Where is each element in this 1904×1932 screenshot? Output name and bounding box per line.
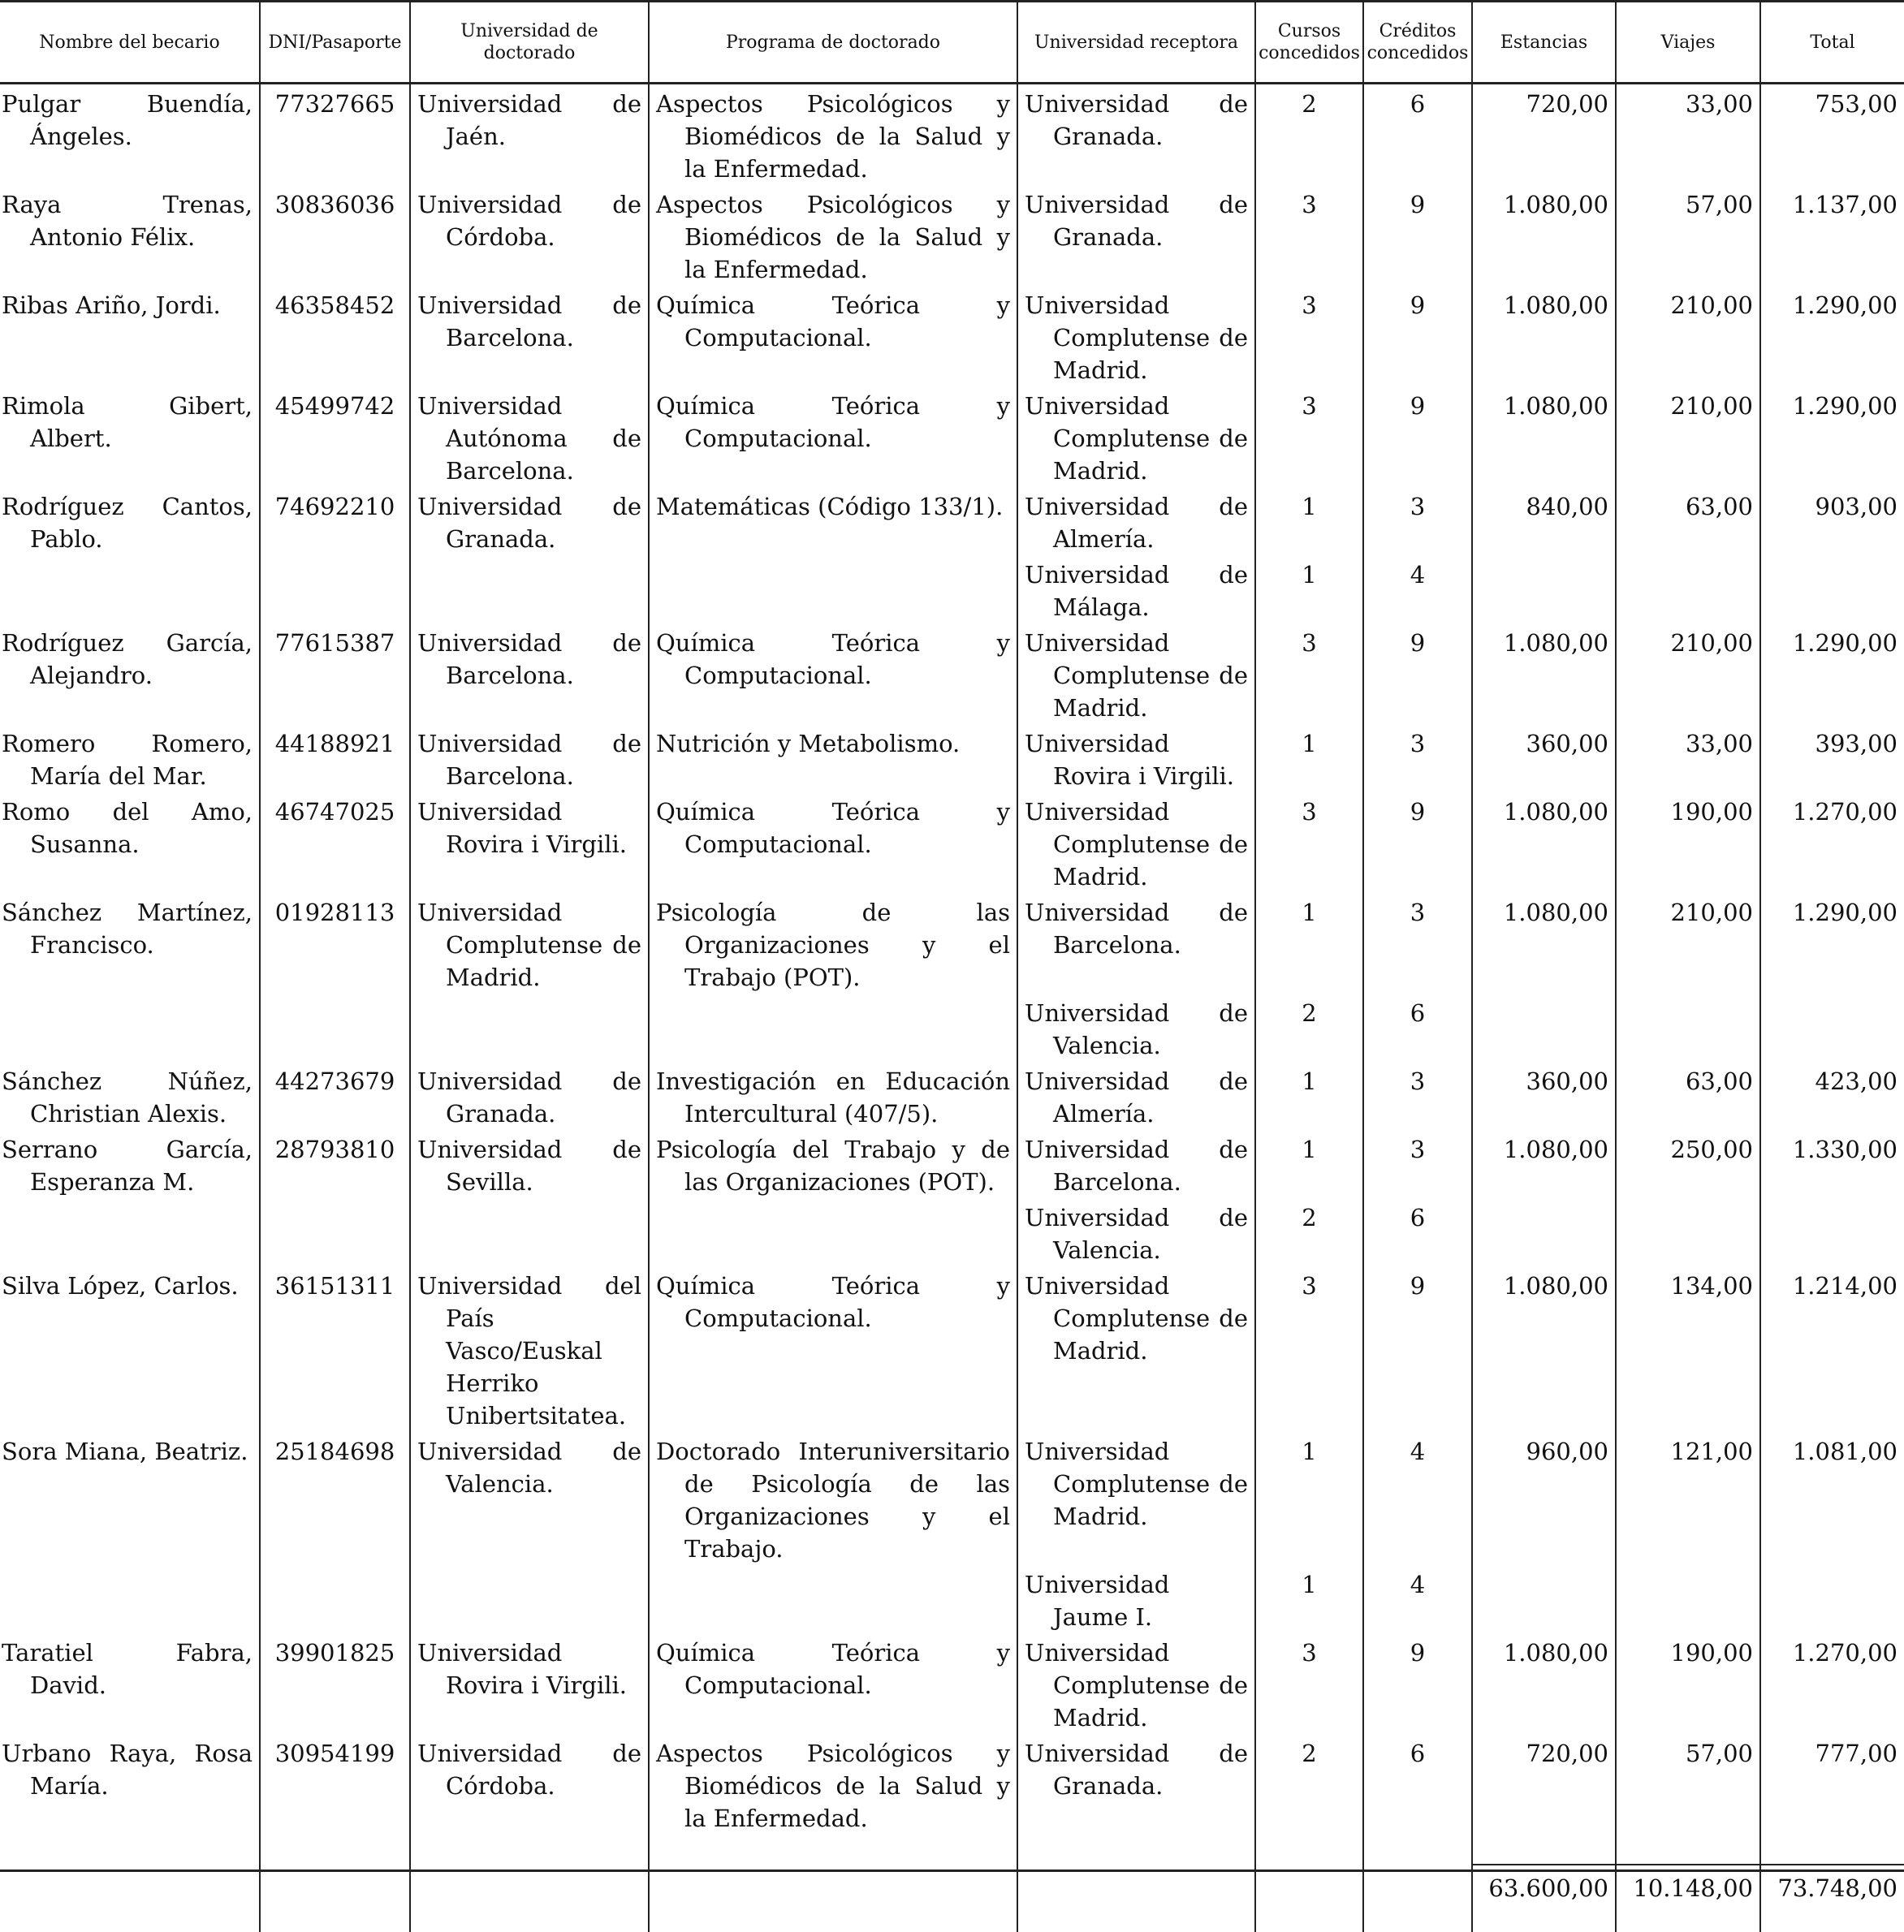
table-row: [0, 1266, 1904, 1432]
total-travel: 10.148,00: [1616, 1865, 1760, 1932]
scholar-dni: 77327665: [260, 84, 410, 186]
scholar-dni: 46747025: [260, 792, 410, 893]
receiving-university: Universidad de Almería.: [1017, 1062, 1255, 1130]
courses-granted: 1: [1255, 724, 1363, 792]
courses-granted: 2: [1255, 994, 1363, 1062]
row-total: 1.137,00: [1792, 191, 1898, 218]
table-row: [0, 893, 1904, 994]
doctoral-university: Universidad de Jaén.: [410, 84, 649, 186]
courses-granted: 3: [1255, 623, 1363, 724]
table-row: [0, 1198, 1904, 1266]
row-total: 393,00: [1815, 730, 1898, 757]
doctoral-university: [410, 555, 649, 623]
courses-granted: 1: [1255, 1062, 1363, 1130]
scholar-name: Sánchez Martínez, Francisco.: [0, 893, 260, 994]
travel-amount: 210,00: [1616, 893, 1760, 994]
scholar-name: Sánchez Núñez, Christian Alexis.: [0, 1062, 260, 1130]
credits-granted: 6: [1363, 1734, 1472, 1835]
doctoral-program: Investigación en Educación Intercultural (407/5).: [649, 1062, 1017, 1130]
table-row: [0, 1633, 1904, 1734]
stays-amount: 360,00: [1472, 724, 1616, 792]
scholar-name: Serrano García, Esperanza M.: [0, 1130, 260, 1198]
scholar-name: Taratiel Fabra, David.: [0, 1633, 260, 1734]
doctoral-university: [410, 994, 649, 1062]
total-stays: 63.600,00: [1472, 1865, 1616, 1932]
doctoral-program: Química Teórica y Computacional.: [649, 1633, 1017, 1734]
doctoral-program: Psicología del Trabajo y de las Organizaciones (POT).: [649, 1130, 1017, 1198]
stays-amount: 960,00: [1472, 1432, 1616, 1565]
courses-granted: 3: [1255, 386, 1363, 487]
stays-amount: 720,00: [1472, 84, 1616, 186]
credits-granted: 6: [1363, 994, 1472, 1062]
table-row: [0, 386, 1904, 487]
scholar-dni: 44273679: [260, 1062, 410, 1130]
travel-amount: 63,00: [1616, 487, 1760, 555]
stays-amount: 1.080,00: [1472, 1130, 1616, 1198]
receiving-university: Universidad Jaume I.: [1017, 1565, 1255, 1633]
scholar-dni: 77615387: [260, 623, 410, 724]
header-name: Nombre del becario: [0, 2, 260, 84]
scholar-dni: 46358452: [260, 286, 410, 386]
receiving-university: Universidad Complutense de Madrid.: [1017, 792, 1255, 893]
table-row: [0, 724, 1904, 792]
table-row: [0, 84, 1904, 186]
table-row: [0, 1432, 1904, 1565]
credits-granted: 9: [1363, 792, 1472, 893]
courses-granted: 3: [1255, 1266, 1363, 1432]
travel-amount: [1616, 1198, 1760, 1266]
travel-amount: 63,00: [1616, 1062, 1760, 1130]
doctoral-program: Doctorado Interuniversitario de Psicología de las Organizaciones y el Trabajo.: [649, 1432, 1017, 1565]
stays-amount: 1.080,00: [1472, 286, 1616, 386]
courses-granted: 3: [1255, 185, 1363, 286]
travel-amount: 210,00: [1616, 623, 1760, 724]
receiving-university: Universidad Complutense de Madrid.: [1017, 623, 1255, 724]
spacer-row: [0, 1835, 1904, 1865]
row-total: 1.214,00: [1792, 1272, 1898, 1300]
stays-amount: 1.080,00: [1472, 792, 1616, 893]
header-stays: Estancias: [1472, 2, 1616, 84]
scholar-dni: 30836036: [260, 185, 410, 286]
receiving-university: Universidad Complutense de Madrid.: [1017, 1633, 1255, 1734]
doctoral-university: Universidad de Córdoba.: [410, 1734, 649, 1835]
table-row: [0, 623, 1904, 724]
receiving-university: Universidad de Valencia.: [1017, 1198, 1255, 1266]
receiving-university: Universidad de Granada.: [1017, 84, 1255, 186]
scholar-name: [0, 1565, 260, 1633]
stays-amount: 1.080,00: [1472, 386, 1616, 487]
doctoral-university: [410, 1565, 649, 1633]
credits-granted: 9: [1363, 1266, 1472, 1432]
doctoral-program: [649, 994, 1017, 1062]
credits-granted: 9: [1363, 386, 1472, 487]
table-row: [0, 1130, 1904, 1198]
courses-granted: 2: [1255, 1198, 1363, 1266]
travel-amount: 250,00: [1616, 1130, 1760, 1198]
scholar-name: Raya Trenas, Antonio Félix.: [0, 185, 260, 286]
table-body: [0, 84, 1904, 1835]
credits-granted: 9: [1363, 286, 1472, 386]
table-row: [0, 994, 1904, 1062]
credits-granted: 3: [1363, 893, 1472, 994]
row-total: [1760, 1565, 1904, 1633]
row-total: 1.290,00: [1792, 291, 1898, 319]
header-doctoral-university: Universidad de doctorado: [410, 2, 649, 84]
travel-amount: 190,00: [1616, 1633, 1760, 1734]
stays-amount: 360,00: [1472, 1062, 1616, 1130]
scholar-dni: 25184698: [260, 1432, 410, 1565]
stays-amount: 1.080,00: [1472, 623, 1616, 724]
row-total: 1.270,00: [1792, 1639, 1898, 1667]
travel-amount: [1616, 555, 1760, 623]
doctoral-program: Química Teórica y Computacional.: [649, 623, 1017, 724]
travel-amount: [1616, 1565, 1760, 1633]
stays-amount: 1.080,00: [1472, 185, 1616, 286]
travel-amount: 210,00: [1616, 286, 1760, 386]
scholar-name: Rimola Gibert, Albert.: [0, 386, 260, 487]
doctoral-program: Química Teórica y Computacional.: [649, 386, 1017, 487]
doctoral-program: Química Teórica y Computacional.: [649, 792, 1017, 893]
scholar-name: Rodríguez García, Alejandro.: [0, 623, 260, 724]
header-credits: Créditos concedidos: [1363, 2, 1472, 84]
scholar-name: Urbano Raya, Rosa María.: [0, 1734, 260, 1835]
stays-amount: 1.080,00: [1472, 1266, 1616, 1432]
scholar-name: Ribas Ariño, Jordi.: [0, 286, 260, 386]
scholar-name: [0, 994, 260, 1062]
doctoral-university: Universidad Complutense de Madrid.: [410, 893, 649, 994]
credits-granted: 4: [1363, 1565, 1472, 1633]
credits-granted: 3: [1363, 487, 1472, 555]
row-total: [1760, 994, 1904, 1062]
doctoral-university: Universidad de Barcelona.: [410, 623, 649, 724]
receiving-university: Universidad de Valencia.: [1017, 994, 1255, 1062]
doctoral-program: Nutrición y Metabolismo.: [649, 724, 1017, 792]
courses-granted: 3: [1255, 286, 1363, 386]
receiving-university: Universidad de Granada.: [1017, 185, 1255, 286]
stays-amount: 1.080,00: [1472, 1633, 1616, 1734]
header-row: [0, 2, 1904, 84]
stays-amount: [1472, 1565, 1616, 1633]
receiving-university: Universidad Complutense de Madrid.: [1017, 386, 1255, 487]
scholar-dni: 30954199: [260, 1734, 410, 1835]
stays-amount: 840,00: [1472, 487, 1616, 555]
stays-amount: [1472, 994, 1616, 1062]
table-row: [0, 487, 1904, 555]
travel-amount: 33,00: [1616, 724, 1760, 792]
courses-granted: 1: [1255, 1565, 1363, 1633]
scholar-name: Pulgar Buendía, Ángeles.: [0, 84, 260, 186]
doctoral-university: Universidad del País Vasco/Euskal Herriko Unibertsitatea.: [410, 1266, 649, 1432]
travel-amount: 57,00: [1616, 1734, 1760, 1835]
scholar-name: [0, 555, 260, 623]
row-total: 1.270,00: [1792, 798, 1898, 826]
row-total: 423,00: [1815, 1067, 1898, 1095]
grand-total: 73.748,00: [1760, 1865, 1904, 1932]
doctoral-program: [649, 1565, 1017, 1633]
stays-amount: [1472, 1198, 1616, 1266]
courses-granted: 2: [1255, 84, 1363, 186]
row-total: 1.290,00: [1792, 392, 1898, 420]
stays-amount: 720,00: [1472, 1734, 1616, 1835]
scholar-dni: [260, 1565, 410, 1633]
courses-granted: 3: [1255, 792, 1363, 893]
header-receiving-university: Universidad receptora: [1017, 2, 1255, 84]
header-dni: DNI/Pasaporte: [260, 2, 410, 84]
credits-granted: 9: [1363, 623, 1472, 724]
scholar-dni: 74692210: [260, 487, 410, 555]
doctoral-university: Universidad de Granada.: [410, 1062, 649, 1130]
receiving-university: Universidad de Granada.: [1017, 1734, 1255, 1835]
table-row: [0, 286, 1904, 386]
doctoral-program: Aspectos Psicológicos y Biomédicos de la Salud y la Enfermedad.: [649, 84, 1017, 186]
table-row: [0, 555, 1904, 623]
scholar-name: Silva López, Carlos.: [0, 1266, 260, 1432]
doctoral-university: [410, 1198, 649, 1266]
doctoral-university: Universidad de Sevilla.: [410, 1130, 649, 1198]
doctoral-university: Universidad de Barcelona.: [410, 724, 649, 792]
credits-granted: 3: [1363, 1062, 1472, 1130]
credits-granted: 3: [1363, 724, 1472, 792]
doctoral-university: Universidad Rovira i Virgili.: [410, 792, 649, 893]
scholar-dni: 28793810: [260, 1130, 410, 1198]
receiving-university: Universidad Rovira i Virgili.: [1017, 724, 1255, 792]
table-row: [0, 792, 1904, 893]
doctoral-university: Universidad de Córdoba.: [410, 185, 649, 286]
receiving-university: Universidad de Almería.: [1017, 487, 1255, 555]
doctoral-university: Universidad de Valencia.: [410, 1432, 649, 1565]
doctoral-program: Química Teórica y Computacional.: [649, 286, 1017, 386]
header-program: Programa de doctorado: [649, 2, 1017, 84]
scholar-name: Romero Romero, María del Mar.: [0, 724, 260, 792]
receiving-university: Universidad Complutense de Madrid.: [1017, 1432, 1255, 1565]
stays-amount: [1472, 555, 1616, 623]
header-total: Total: [1760, 2, 1904, 84]
scholar-dni: 36151311: [260, 1266, 410, 1432]
totals-row: [0, 1865, 1904, 1932]
courses-granted: 1: [1255, 555, 1363, 623]
receiving-university: Universidad de Barcelona.: [1017, 1130, 1255, 1198]
receiving-university: Universidad de Barcelona.: [1017, 893, 1255, 994]
header-courses: Cursos concedidos: [1255, 2, 1363, 84]
doctoral-program: Aspectos Psicológicos y Biomédicos de la Salud y la Enfermedad.: [649, 185, 1017, 286]
scholar-dni: 44188921: [260, 724, 410, 792]
scholar-dni: 45499742: [260, 386, 410, 487]
scholar-dni: [260, 1198, 410, 1266]
scholar-dni: [260, 994, 410, 1062]
travel-amount: 33,00: [1616, 84, 1760, 186]
courses-granted: 1: [1255, 1130, 1363, 1198]
doctoral-program: Matemáticas (Código 133/1).: [649, 487, 1017, 555]
courses-granted: 1: [1255, 487, 1363, 555]
doctoral-program: Química Teórica y Computacional.: [649, 1266, 1017, 1432]
travel-amount: 57,00: [1616, 185, 1760, 286]
credits-granted: 4: [1363, 555, 1472, 623]
receiving-university: Universidad de Málaga.: [1017, 555, 1255, 623]
courses-granted: 1: [1255, 893, 1363, 994]
row-total: 1.081,00: [1792, 1438, 1898, 1465]
doctoral-program: Psicología de las Organizaciones y el Trabajo (POT).: [649, 893, 1017, 994]
credits-granted: 4: [1363, 1432, 1472, 1565]
row-total: 1.330,00: [1792, 1136, 1898, 1163]
scholar-dni: [260, 555, 410, 623]
scholar-dni: 39901825: [260, 1633, 410, 1734]
credits-granted: 6: [1363, 1198, 1472, 1266]
row-total: 753,00: [1815, 90, 1898, 118]
receiving-university: Universidad Complutense de Madrid.: [1017, 1266, 1255, 1432]
courses-granted: 2: [1255, 1734, 1363, 1835]
scholar-name: Sora Miana, Beatriz.: [0, 1432, 260, 1565]
row-total: 903,00: [1815, 493, 1898, 520]
doctoral-university: Universidad Rovira i Virgili.: [410, 1633, 649, 1734]
travel-amount: [1616, 994, 1760, 1062]
scholar-name: [0, 1198, 260, 1266]
doctoral-university: Universidad de Granada.: [410, 487, 649, 555]
row-total: [1760, 555, 1904, 623]
doctoral-program: Aspectos Psicológicos y Biomédicos de la Salud y la Enfermedad.: [649, 1734, 1017, 1835]
header-travel: Viajes: [1616, 2, 1760, 84]
scholar-dni: 01928113: [260, 893, 410, 994]
stays-amount: 1.080,00: [1472, 893, 1616, 994]
doctoral-program: [649, 555, 1017, 623]
table-row: [0, 1734, 1904, 1835]
table-row: [0, 1565, 1904, 1633]
travel-amount: 134,00: [1616, 1266, 1760, 1432]
row-total: 777,00: [1815, 1740, 1898, 1767]
receiving-university: Universidad Complutense de Madrid.: [1017, 286, 1255, 386]
table-row: [0, 185, 1904, 286]
travel-amount: 121,00: [1616, 1432, 1760, 1565]
row-total: 1.290,00: [1792, 899, 1898, 926]
row-total: [1760, 1198, 1904, 1266]
doctoral-university: Universidad Autónoma de Barcelona.: [410, 386, 649, 487]
credits-granted: 9: [1363, 185, 1472, 286]
doctoral-university: Universidad de Barcelona.: [410, 286, 649, 386]
travel-amount: 210,00: [1616, 386, 1760, 487]
credits-granted: 6: [1363, 84, 1472, 186]
courses-granted: 3: [1255, 1633, 1363, 1734]
travel-amount: 190,00: [1616, 792, 1760, 893]
courses-granted: 1: [1255, 1432, 1363, 1565]
credits-granted: 3: [1363, 1130, 1472, 1198]
credits-granted: 9: [1363, 1633, 1472, 1734]
table-row: [0, 1062, 1904, 1130]
row-total: 1.290,00: [1792, 629, 1898, 657]
scholar-name: Rodríguez Cantos, Pablo.: [0, 487, 260, 555]
scholar-name: Romo del Amo, Susanna.: [0, 792, 260, 893]
doctoral-program: [649, 1198, 1017, 1266]
